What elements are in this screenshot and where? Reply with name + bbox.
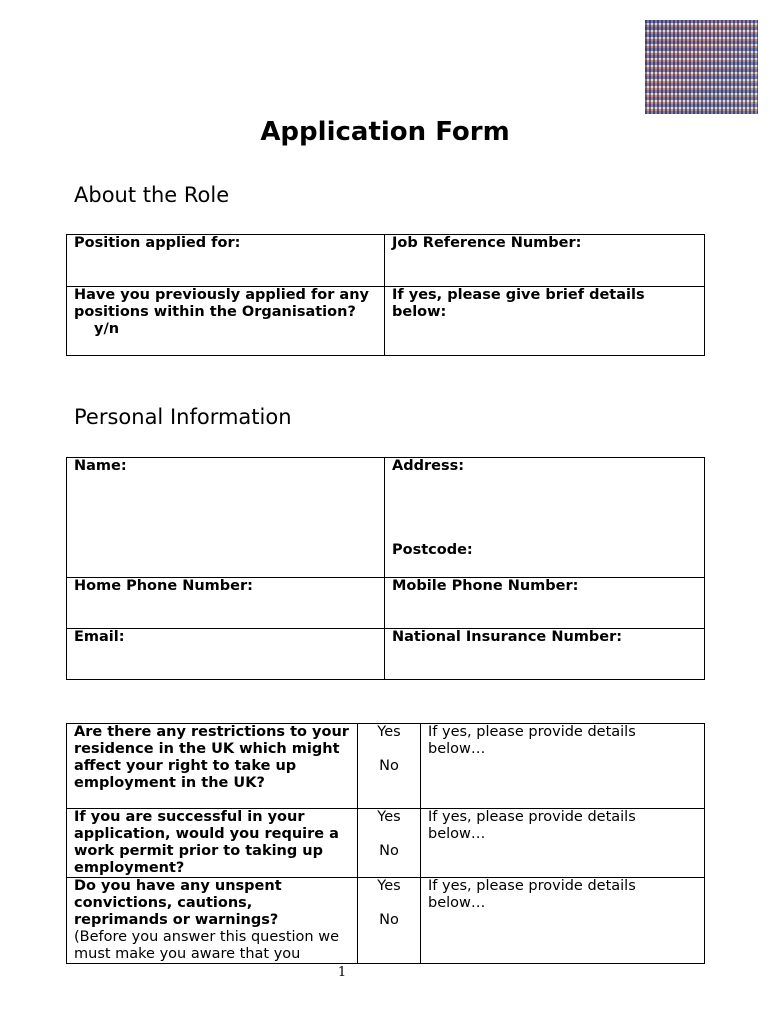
national-insurance-label: National Insurance Number: xyxy=(392,629,623,645)
home-phone-field[interactable] xyxy=(67,578,385,629)
details-field[interactable] xyxy=(421,724,705,809)
eligibility-questions-table xyxy=(66,723,705,964)
mobile-phone-field[interactable] xyxy=(385,578,705,629)
about-role-table xyxy=(66,234,705,356)
yes-no-options[interactable] xyxy=(358,878,421,964)
page-number: 1 xyxy=(337,965,347,980)
mobile-phone-label: Mobile Phone Number: xyxy=(392,578,579,594)
email-field[interactable] xyxy=(67,629,385,680)
previously-applied-field[interactable] xyxy=(67,287,385,356)
address-field[interactable] xyxy=(385,458,705,578)
name-label: Name: xyxy=(74,458,127,474)
details-label: If yes, please provide details below… xyxy=(428,809,636,842)
postcode-label: Postcode: xyxy=(392,542,473,558)
details-label: If yes, please provide details below… xyxy=(428,878,636,911)
question-text xyxy=(67,878,358,964)
yes-no-options[interactable] xyxy=(358,809,421,878)
yes-option[interactable]: Yes xyxy=(377,809,401,825)
section-heading-about-role: About the Role xyxy=(74,183,230,207)
previously-applied-label: Have you previously applied for any positions within the Organisation? xyxy=(74,287,369,320)
job-reference-label: Job Reference Number: xyxy=(392,235,582,251)
question-text xyxy=(67,724,358,809)
no-option[interactable]: No xyxy=(379,758,399,774)
section-heading-personal-information: Personal Information xyxy=(74,405,292,429)
no-option[interactable]: No xyxy=(379,912,399,928)
position-applied-field[interactable] xyxy=(67,235,385,287)
details-field[interactable] xyxy=(421,809,705,878)
address-label: Address: xyxy=(392,458,465,474)
organisation-logo xyxy=(645,20,758,114)
question-label: Do you have any unspent convictions, cautions, reprimands or warnings? xyxy=(74,878,282,928)
previous-details-field[interactable] xyxy=(385,287,705,356)
question-label: Are there any restrictions to your residence in the UK which might affect your right to take up employment in the UK? xyxy=(74,724,349,791)
personal-info-table xyxy=(66,457,705,680)
position-applied-label: Position applied for: xyxy=(74,235,241,251)
question-note: (Before you answer this question we must make you aware that you xyxy=(74,929,340,962)
table-row xyxy=(67,809,705,878)
job-reference-field[interactable] xyxy=(385,235,705,287)
page-title: Application Form xyxy=(260,117,510,147)
details-label: If yes, please provide details below… xyxy=(428,724,636,757)
table-row xyxy=(67,878,705,964)
no-option[interactable]: No xyxy=(379,843,399,859)
email-label: Email: xyxy=(74,629,125,645)
yn-label: y/n xyxy=(94,321,120,337)
table-row xyxy=(67,724,705,809)
home-phone-label: Home Phone Number: xyxy=(74,578,253,594)
question-label: If you are successful in your application, would you require a work permit prior to taking up employment? xyxy=(74,809,339,876)
yes-no-options[interactable] xyxy=(358,724,421,809)
yes-option[interactable]: Yes xyxy=(377,724,401,740)
previous-details-label: If yes, please give brief details below: xyxy=(392,287,645,320)
name-field[interactable] xyxy=(67,458,385,578)
question-text xyxy=(67,809,358,878)
yes-option[interactable]: Yes xyxy=(377,878,401,894)
details-field[interactable] xyxy=(421,878,705,964)
national-insurance-field[interactable] xyxy=(385,629,705,680)
